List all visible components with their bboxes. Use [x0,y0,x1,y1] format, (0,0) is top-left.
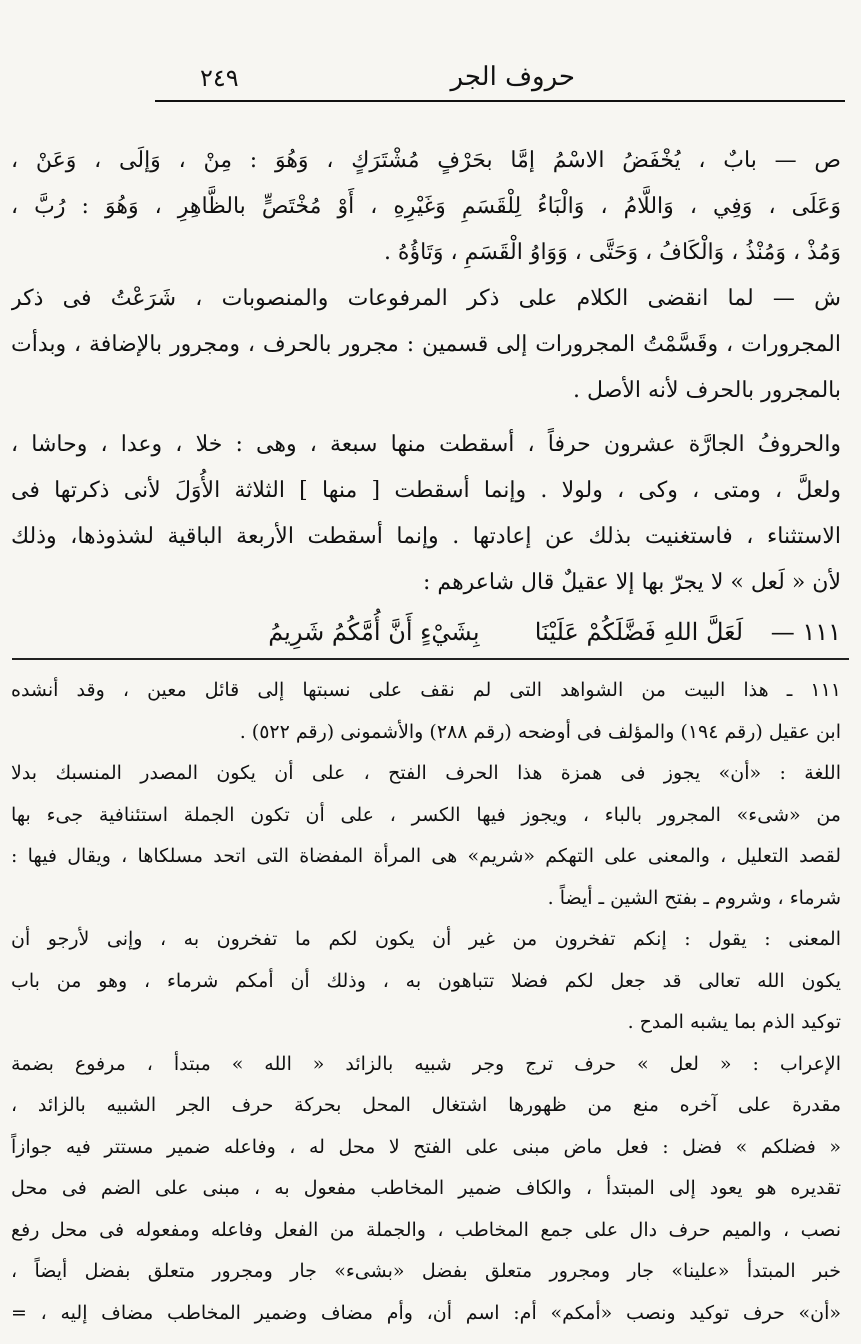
footnote-line: المعنى : يقول : إنكم تفخرون من غير أن يكون لكم ما تفخرون به ، وإنى لأرجو أن [11,928,841,950]
footnote-line: توكيد الذم بما يشبه المدح . [627,1011,841,1033]
verse-hemistich-first: لَعَلَّ اللهِ فَضَّلَكُمْ عَلَيْنَا [534,618,744,646]
main-line: بالمجرور بالحرف لأنه الأصل . [573,378,841,403]
footnote-separator [12,658,849,660]
footnote-line: من «شىء» المجرور بالباء ، ويجوز فيها الكسر ، على أن تكون الجملة استئنافية جىء بها [11,803,841,826]
footnote-line: «أن» حرف توكيد ونصب «أمكم» أم: اسم أن، وأم مضاف وضمير المخاطب مضاف إليه ، = [11,1301,841,1324]
footnotes [11,670,841,1334]
main-line: ولعلَّ ، ومتى ، وكى ، ولولا . وإنما أسقطت [ منها ] الثلاثة الأُوَلَ لأنى ذكرتها فى [11,478,841,503]
verse-hemistich-second: بِشَيْءٍ أَنَّ أُمَّكُمُ شَرِيمُ [268,618,480,646]
main-line: وَعَلَى ، وَفِي ، وَاللَّامُ ، وَالْبَاءُ لِلْقَسَمِ وَغَيْرِهِ ، أَوْ مُخْتَصٍّ بالظَّاهِرِ ، وَهُوَ : رُبَّ ، [11,194,841,219]
main-line: الاستثناء ، فاستغنيت بذلك عن إعادتها . وإنما أسقطت الأربعة الباقية لشذوذها، وذلك [11,524,841,549]
verse-number: ١١١ — [770,618,841,646]
footnote-line: ابن عقيل (رقم ١٩٤) والمؤلف فى أوضحه (رقم ٢٨٨) والأشمونى (رقم ٥٢٢) . [239,720,841,743]
footnote-line: مقدرة على آخره منع من ظهورها اشتغال المحل بحركة حرف الجر الشبيه بالزائد ، [11,1094,841,1116]
verse [11,606,841,658]
footnote-line: شرماء ، وشروم ـ بفتح الشين ـ أيضاً . [547,886,841,909]
footnote-line: يكون الله تعالى قد جعل لكم فضلا تتباهون به ، وذلك أن أمكم شرماء ، وهو من باب [11,969,841,992]
main-line: وَمُذْ ، وَمُنْذُ ، وَالْكَافُ ، وَحَتَّى ، وَوَاوُ الْقَسَمِ ، وَتَاؤُهُ . [383,240,841,265]
main-line: ص — بابٌ ، يُخْفَضُ الاسْمُ إمَّا بحَرْفٍ مُشْتَرَكٍ ، وَهُوَ : مِنْ ، وَإلَى ، وَعَنْ ، [11,148,841,173]
main-line: ش — لما انقضى الكلام على ذكر المرفوعات والمنصوبات ، شَرَعْتُ فى ذكر [11,286,841,311]
page-number: ٢٤٩ [200,64,239,92]
main-line: لأن « لَعل » لا يجرّ بها إلا عقيلٌ قال شاعرهم : [423,570,841,595]
running-title: حروف الجر [450,62,575,92]
footnote-line: خبر المبتدأ «علينا» جار ومجرور متعلق بفضل «بشىء» جار ومجرور متعلق بفضل أيضاً ، [11,1260,841,1282]
main-line: المجرورات ، وقَسَّمْتُ المجرورات إلى قسمين : مجرور بالحرف ، ومجرور بالإضافة ، وبدأت [11,332,841,357]
footnote-line: لقصد التعليل ، والمعنى على التهكم «شريم» هى المرأة المفضاة التى اتحد مسلكاها ، ويقال فيها : [11,845,841,867]
main-text [11,138,841,658]
footnote-line: تقديره هو يعود إلى المبتدأ ، والكاف ضمير المخاطب مفعول به ، مبنى على الضم فى محل [11,1177,841,1199]
footnote-line: نصب ، والميم حرف دال على جمع المخاطب ، والجملة من الفعل وفاعله ومفعوله فى محل رفع [11,1218,841,1241]
main-line: والحروفُ الجارَّة عشرون حرفاً ، أسقطت منها سبعة ، وهى : خلا ، وعدا ، وحاشا ، [11,432,841,457]
footnote-line: اللغة : «أن» يجوز فى همزة هذا الحرف الفتح ، على أن يكون المصدر المنسبك بدلا [11,762,841,784]
footnote-line: « فضلكم » فضل : فعل ماض مبنى على الفتح لا محل له ، وفاعله ضمير مستتر فيه جوازاً [11,1135,841,1158]
footnote-line: ١١١ ـ هذا البيت من الشواهد التى لم نقف على نسبتها إلى قائل معين ، وقد أنشده [11,679,841,701]
footnote-line: الإعراب : « لعل » حرف ترج وجر شبيه بالزائد « الله » مبتدأ ، مرفوع بضمة [11,1052,841,1075]
running-header [155,60,845,102]
